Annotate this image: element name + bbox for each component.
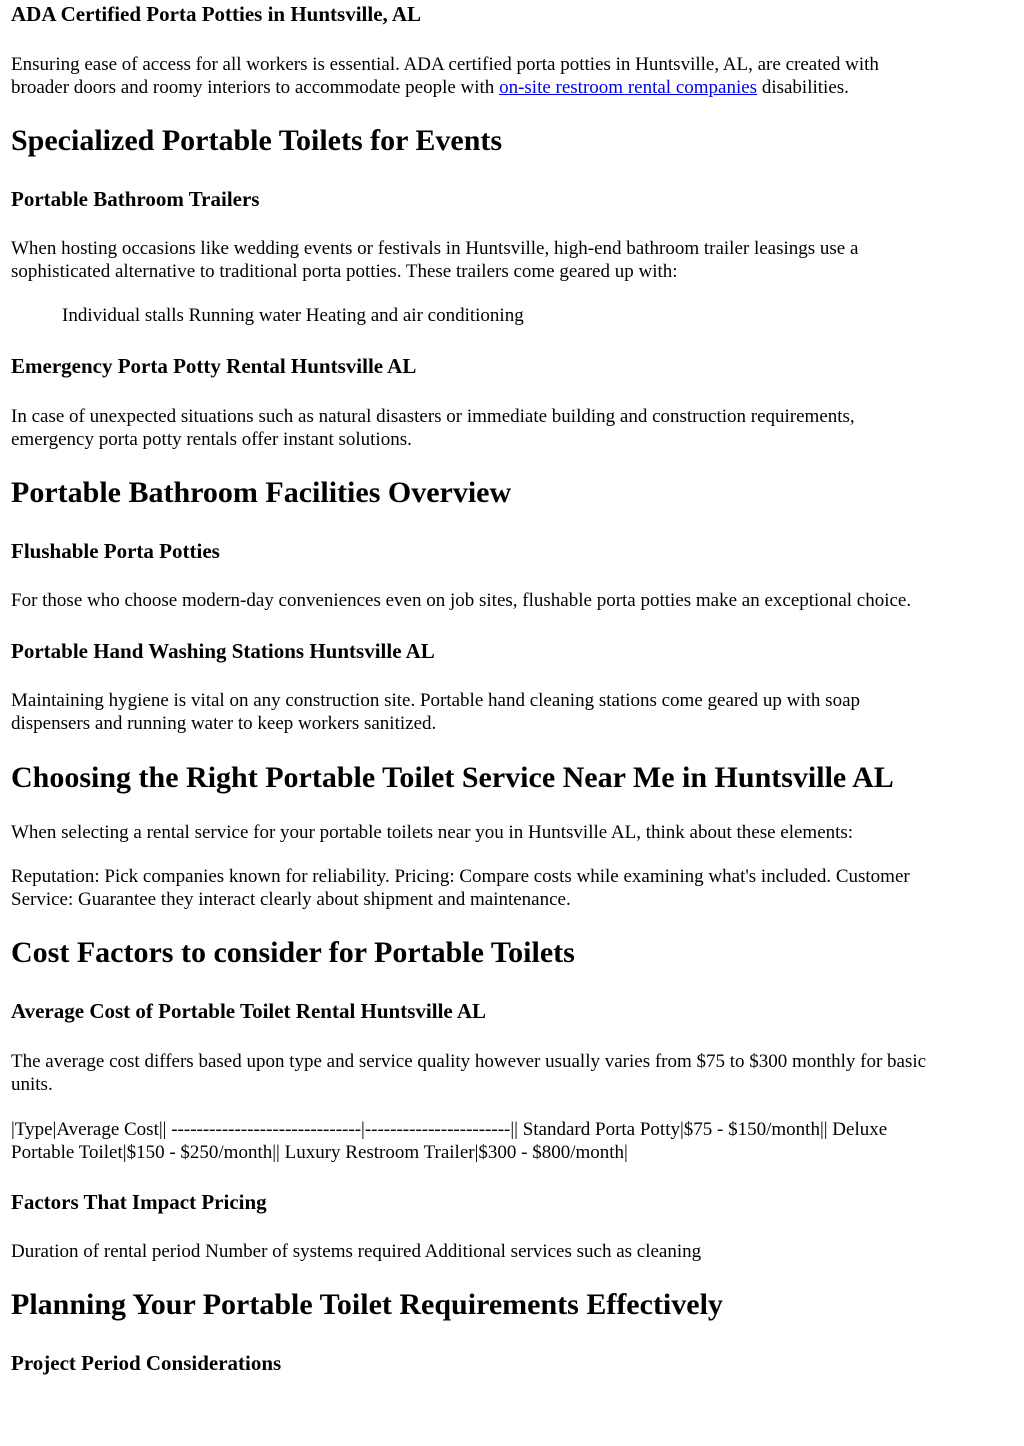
trailers-heading: Portable Bathroom Trailers <box>11 187 260 211</box>
average-cost-paragraph-line-2: units. <box>11 1074 53 1095</box>
choosing-list-line-1: Reputation: Pick companies known for reliability. Pricing: Compare costs while examining what's included. Customer <box>11 866 910 887</box>
flushable-heading: Flushable Porta Potties <box>11 539 220 563</box>
choosing-paragraph: When selecting a rental service for your portable toilets near you in Huntsville AL, think about these elements: <box>11 822 854 843</box>
emergency-heading: Emergency Porta Potty Rental Huntsville AL <box>11 354 417 378</box>
average-cost-heading: Average Cost of Portable Toilet Rental Huntsville AL <box>11 999 486 1023</box>
specialized-heading: Specialized Portable Toilets for Events <box>11 124 503 157</box>
choosing-heading: Choosing the Right Portable Toilet Service Near Me in Huntsville AL <box>11 761 894 794</box>
cost-heading: Cost Factors to consider for Portable Toilets <box>11 936 575 969</box>
choosing-list-line-2: Service: Guarantee they interact clearly about shipment and maintenance. <box>11 889 571 910</box>
handwash-paragraph-line-2: dispensers and running water to keep workers sanitized. <box>11 713 437 734</box>
ada-paragraph-line-1: Ensuring ease of access for all workers is essential. ADA certified porta potties in Huntsville, AL, are created with <box>11 54 879 75</box>
average-cost-paragraph-line-1: The average cost differs based upon type and service quality however usually varies from $75 to $300 monthly for basic <box>11 1051 927 1072</box>
handwash-paragraph-line-1: Maintaining hygiene is vital on any construction site. Portable hand cleaning stations come geared up with soap <box>11 690 860 711</box>
overview-heading: Portable Bathroom Facilities Overview <box>11 476 512 509</box>
trailers-paragraph-line-2: sophisticated alternative to traditional porta potties. These trailers come geared up with: <box>11 261 678 282</box>
ada-paragraph-line-2 <box>11 76 849 99</box>
emergency-paragraph-line-2: emergency porta potty rentals offer instant solutions. <box>11 429 412 450</box>
factors-heading: Factors That Impact Pricing <box>11 1190 267 1214</box>
planning-heading: Planning Your Portable Toilet Requirements Effectively <box>11 1288 723 1321</box>
flushable-paragraph: For those who choose modern-day conveniences even on job sites, flushable porta potties make an exceptional choice. <box>11 590 912 611</box>
ada-paragraph-text-end: disabilities. <box>757 77 849 98</box>
cost-table-text-line-1: |Type|Average Cost|| ------------------------------|-----------------------|| Standard Porta Potty|$75 - $150/month|| Deluxe <box>11 1119 888 1140</box>
handwash-heading: Portable Hand Washing Stations Huntsville AL <box>11 639 435 663</box>
factors-paragraph: Duration of rental period Number of systems required Additional services such as cleaning <box>11 1241 702 1262</box>
trailers-paragraph-line-1: When hosting occasions like wedding events or festivals in Huntsville, high-end bathroom trailer leasings use a <box>11 238 859 259</box>
project-period-heading: Project Period Considerations <box>11 1351 282 1375</box>
cost-table-text-line-2: Portable Toilet|$150 - $250/month|| Luxury Restroom Trailer|$300 - $800/month| <box>11 1142 628 1163</box>
ada-heading: ADA Certified Porta Potties in Huntsville, AL <box>11 2 422 26</box>
restroom-rental-link[interactable]: on-site restroom rental companies <box>499 77 758 98</box>
trailers-features-list: Individual stalls Running water Heating and air conditioning <box>62 305 524 326</box>
ada-paragraph-text: broader doors and roomy interiors to accommodate people with <box>11 77 500 98</box>
emergency-paragraph-line-1: In case of unexpected situations such as natural disasters or immediate building and construction requirements, <box>11 406 855 427</box>
